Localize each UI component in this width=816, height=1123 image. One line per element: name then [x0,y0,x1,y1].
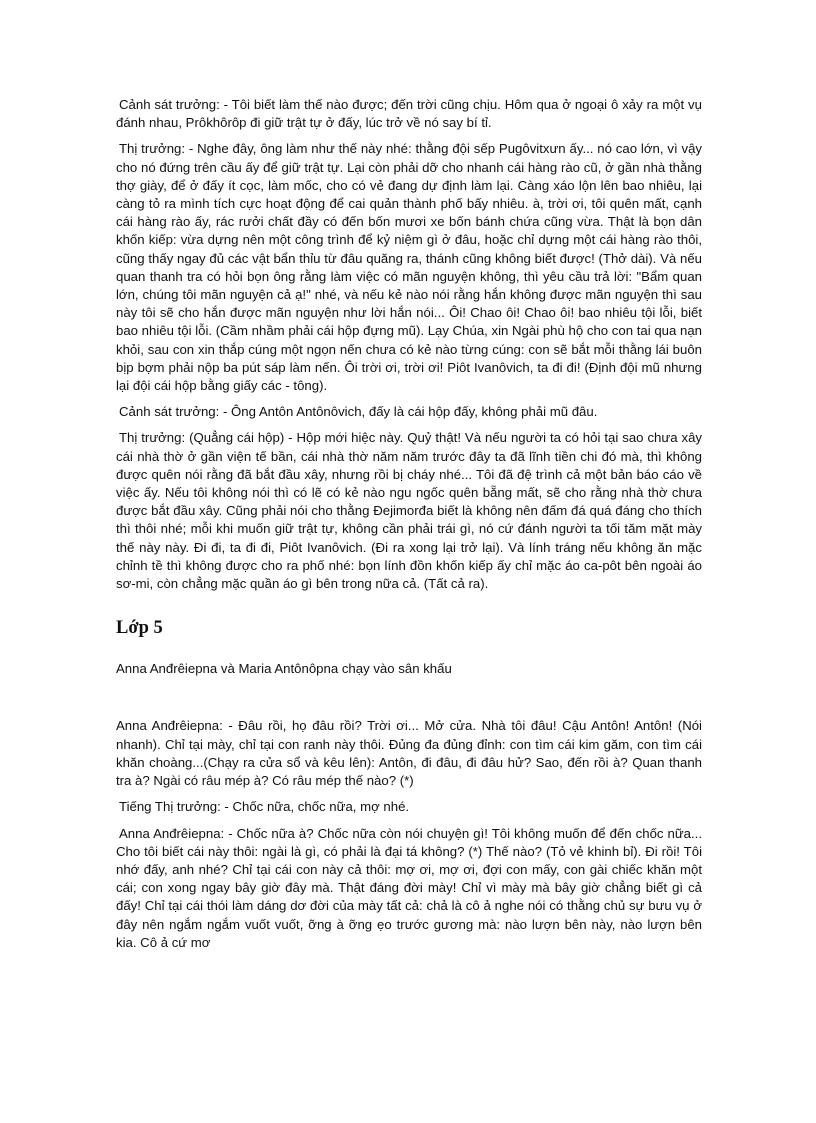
paragraph-police-chief-2: Cảnh sát trưởng: - Ông Antôn Antônôvich, đấy là cái hộp đấy, không phải mũ đâu. [119,404,598,420]
document-page [116,96,702,960]
paragraph-mayor-1: Thị trưởng: - Nghe đây, ông làm như thế này nhé: thằng đội sếp Pugôvitxưn ấy... nó cao lớn, vì vậy cho nó đứng trên cầu ấy để giữ trật tự. Lại còn phải dỡ cho nhanh cái hàng rào cũ, ở gần nhà thằng thợ giày, để ở đấy ít cọc, làm mốc, cho có vẻ đang dự định làm lại. Càng xáo lộn lên bao nhiêu, lại càng tỏ ra mình tích cực hoạt động để cai quản thành phố bấy nhiêu. à, trời ơi, tôi quên mất, cạnh cái hàng rào ấy, rác rưởi chất đầy có đến bốn mươi xe bốn bánh chứa cũng vừa. Thật là bọn dân khốn kiếp: vừa dựng nên một công trình để kỷ niệm gì ở đâu, hoặc chỉ dựng một cái hàng rào thôi, cũng thấy ngay đủ các vật bẩn thỉu từ đâu quăng ra, thánh cũng không biết được! (Thở dài). Và nếu quan thanh tra có hỏi bọn ông rằng làm việc có mãn nguyện không, thì yêu cầu trả lời: "Bẩm quan lớn, chúng tôi mãn nguyện cả ạ!" nhé, và nếu kẻ nào nói rằng hắn không được mãn nguyện thì sau này tôi sẽ cho hắn được mãn nguyện như lời hắn nói... Ôi! Chao ôi! Chao ôi! bao nhiêu tội lỗi, biết bao nhiêu tội lỗi. (Cầm nhầm phải cái hộp đựng mũ). Lạy Chúa, xin Ngài phù hộ cho con tai qua nạn khỏi, sau con xin thắp cúng một ngọn nến chưa có kẻ nào từng cúng: con sẽ bắt mỗi thằng lái buôn bịp bợm phải nộp ba pút sáp làm nến. Ôi trời ơi, trời ơi! Piôt Ivanôvich, ta đi đi! (Định đội mũ nhưng lại đội cái hộp bằng giấy các - tông). [116,141,702,394]
paragraph-mayor-voice: Tiếng Thị trưởng: - Chốc nữa, chốc nữa, mợ nhé. [119,799,410,815]
paragraph-anna-2: Anna Anđrêiepna: - Chốc nữa à? Chốc nữa còn nói chuyện gì! Tôi không muốn để đến chốc nữa... Cho tôi biết cái này thôi: ngài là gì, có phải là đại tá không? (*) Thế nào? (Tỏ vẻ khinh bỉ). Đi rồi! Tôi nhớ đấy, anh nhé? Chỉ tại cái con này cả thôi: mợ ơi, mợ ơi, đợi con mấy, con gài chiếc khăn một cái; con xong ngay bây giờ đây mà. Thật đáng đời mày! Chỉ vì mày mà bây giờ chẳng biết gì cả đấy! Chỉ tại cái thói làm dáng dơ đời của mày tất cả: chả là cô ả nghe nói có thằng chủ sự bưu vụ ở đây nên ngắm ngắm vuốt vuốt, ỡng à ỡng ẹo trước gương mà: nào lượn bên này, nào lượn bên kia. Cô ả cứ mơ [116,825,702,950]
paragraph-mayor-2: Thị trưởng: (Quẳng cái hộp) - Hộp mới hiệc này. Quỷ thật! Và nếu người ta có hỏi tại sao chưa xây cái nhà thờ ở gần viện tế bần, cái nhà thờ năm năm trước đây ta đã lĩnh tiền chi đó mà, thì không được quên nói rằng đã bắt đầu xây, nhưng rồi bị cháy nhé... Tôi đã đệ trình cả một bản báo cáo về việc ấy. Nếu tôi không nói thì có lẽ có kẻ nào ngu ngốc quên bẵng mất, sẽ cho rằng nhà thờ chưa được bắt đầu xây. Cũng phải nói cho thằng Đejimorđa biết là không nên đấm đá quá đáng cho thích thì thôi nhé; mỗi khi muốn giữ trật tự, không cần phải trái gì, nó cứ đánh người ta tối tăm mặt mày thế này này. Đi đi, ta đi đi, Piôt Ivanôvich. (Đi ra xong lại trở lại). Và lính tráng nếu không ăn mặc chỉnh tề thì không được cho ra phố nhé: bọn lính đồn khốn kiếp ấy chỉ mặc áo ca-pôt bên ngoài áo sơ-mi, còn chẳng mặc quần áo gì bên trong nữa cả. (Tất cả ra). [116,430,702,592]
stage-direction: Anna Anđrêiepna và Maria Antônôpna chạy vào sân khấu [116,661,452,677]
paragraph-police-chief-1: Cảnh sát trưởng: - Tôi biết làm thế nào được; đến trời cũng chịu. Hôm qua ở ngoại ô xảy ra một vụ đánh nhau, Prôkhôrôp đi giữ trật tự ở đấy, lúc trở về nó say bí tỉ. [116,97,702,131]
paragraph-anna-1: Anna Anđrêiepna: - Đâu rồi, họ đâu rồi? Trời ơi... Mở cửa. Nhà tôi đâu! Cậu Antôn! Antôn! (Nói nhanh). Chỉ tại mày, chỉ tại con ranh này thôi. Đủng đa đủng đỉnh: con tìm cái kim găm, con tìm cái khăn choàng...(Chạy ra cửa sổ và kêu lên): Antôn, đi đâu, đi đâu hử? Sao, đến rồi à? Quan thanh tra à? Ngài có râu mép à? Có râu mép thế nào? (*) [116,718,702,789]
section-heading: Lớp 5 [116,618,163,639]
